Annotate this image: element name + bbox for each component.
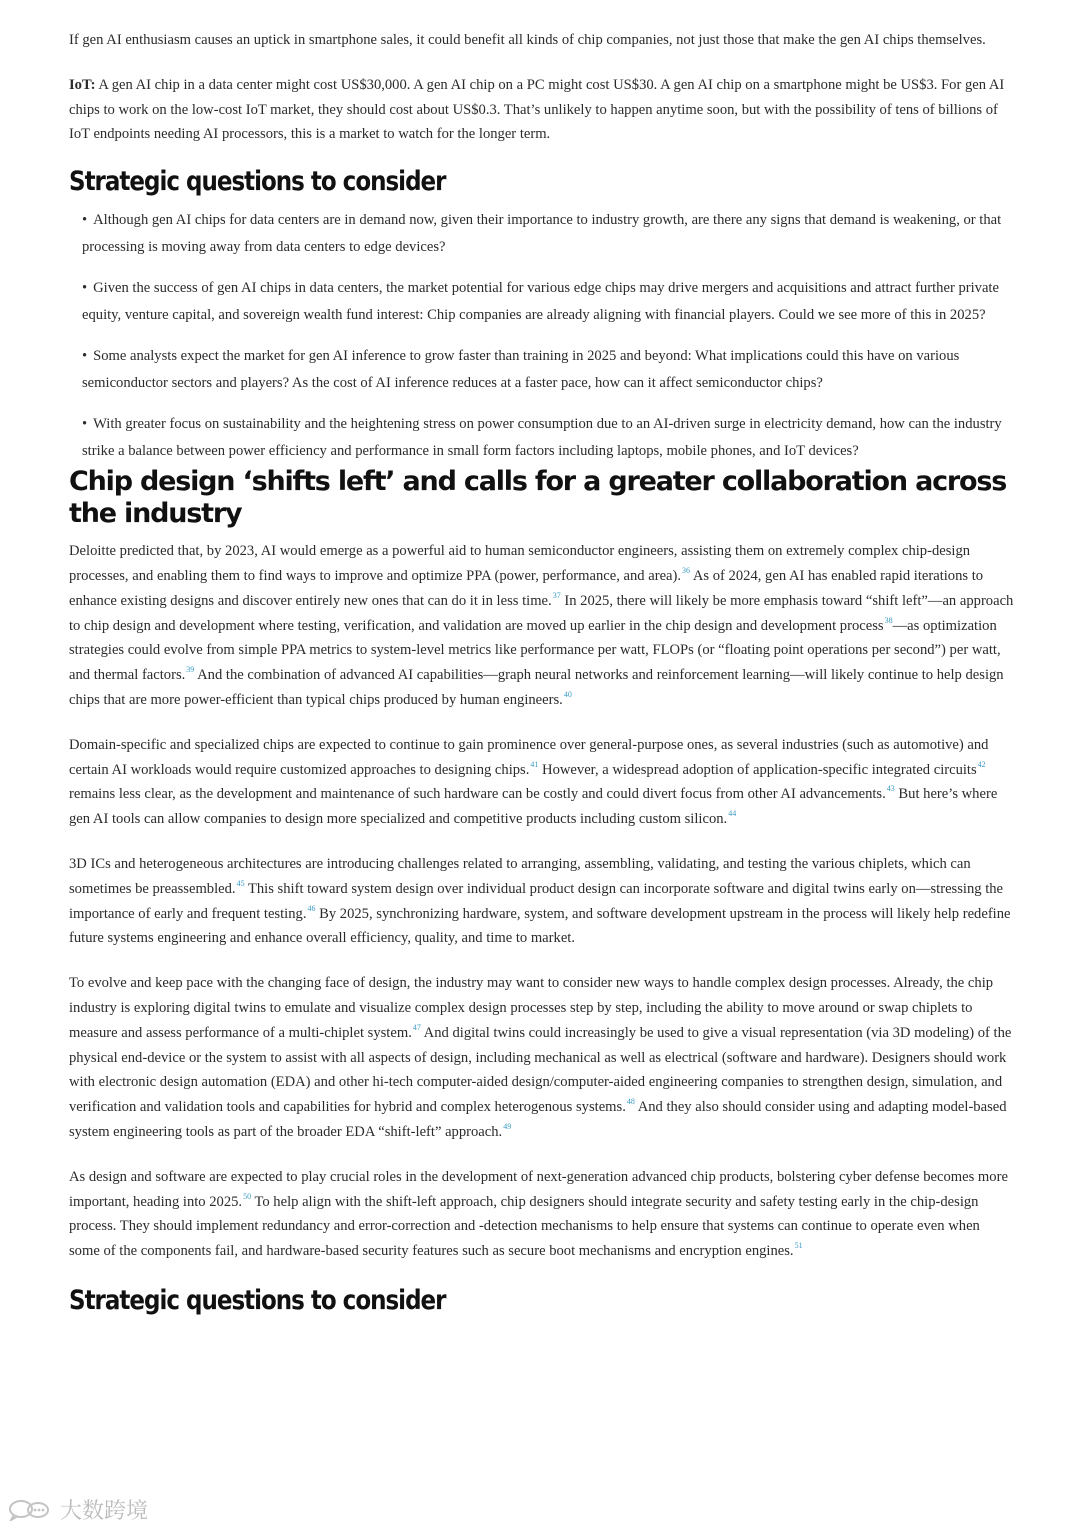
footnote-link[interactable]: 50: [243, 1191, 252, 1201]
section-paragraph-1: Deloitte predicted that, by 2023, AI would emerge as a powerful aid to human semiconductor engineers, assisting them on extremely complex chip-design processes, and enabling them to find ways to improve and optimize PPA (power, performance, and area).$^{36}$ As of 2024, gen AI has enabled rapid iterations to enhance existing designs and discover entirely new ones that can do it in less time.$^{37}$ In 2025, there will likely be more emphasis toward “shift left”—an approach to chip design and development where testing, verification, and validation are moved up earlier in the chip design and development process$^{38}$—as optimization strategies could evolve from simple PPA metrics to system-level metrics like performance per watt, FLOPs (or “floating point operations per second”) per watt, and thermal factors.$^{39}$ And the combination of advanced AI capabilities—graph neural networks and reinforcement learning—will likely continue to help design chips that are more power-efficient than typical chips produced by human engineers.$^{40}$: [69, 543, 1014, 708]
section-title: Chip design ‘shifts left’ and calls for a greater collaboration across the industry: [69, 466, 1007, 530]
footnote-link[interactable]: 45: [236, 878, 245, 888]
list-item: [82, 343, 1014, 396]
list-item-text: With greater focus on sustainability and the heightening stress on power consumption due to an AI-driven surge in electricity demand, how can the industry strike a balance between power efficiency and performance in small form factors including laptops, mobile phones, and IoT devices?: [82, 416, 1002, 459]
iot-label: IoT:: [69, 76, 96, 93]
iot-text: A gen AI chip in a data center might cost US$30,000. A gen AI chip on a PC might cost US$30. A gen AI chip on a smartphone might be US$3. For gen AI chips to work on the low-cost IoT market, they should cost about US$0.3. That’s unlikely to happen anytime soon, but with the possibility of tens of billions of IoT endpoints needing AI processors, this is a market to watch for the longer term.: [69, 76, 1005, 143]
list-item-text: Given the success of gen AI chips in data centers, the market potential for various edge chips may drive mergers and acquisitions and attract further private equity, venture capital, and sovereign wealth fund interest: Chip companies are already aligning with financial players. Could we see more of this in 2025?: [82, 280, 999, 323]
footnote-link[interactable]: 37: [552, 590, 561, 600]
bullet-icon: •: [82, 280, 88, 297]
strategic-questions-heading-2: Strategic questions to consider: [69, 1285, 446, 1316]
list-item: [82, 207, 1014, 260]
footnote-link[interactable]: 47: [412, 1022, 421, 1032]
footnote-link[interactable]: 36: [682, 565, 691, 575]
footnote-link[interactable]: 48: [626, 1097, 635, 1107]
iot-paragraph: [69, 73, 1014, 147]
bullet-icon: •: [82, 348, 88, 365]
strategic-questions-list: [69, 207, 1014, 464]
list-item-text: Some analysts expect the market for gen AI inference to grow faster than training in 2025 and beyond: What implications could this have on various semiconductor sectors and players? As the cost of AI inference reduces at a faster pace, how can it affect semiconductor chips?: [82, 348, 960, 391]
footnote-link[interactable]: 39: [186, 665, 195, 675]
section-paragraph-3: 3D ICs and heterogeneous architectures are introducing challenges related to arranging, assembling, validating, and testing the various chiplets, which can sometimes be preassembled.$^{45}$ This shift toward system design over individual product design can incorporate software and digital twins early on—stressing the importance of early and frequent testing.$^{46}$ By 2025, synchronizing hardware, system, and software development upstream in the process will likely help redefine future systems engineering and enhance overall efficiency, quality, and time to market.: [69, 855, 1011, 947]
bullet-icon: •: [82, 212, 88, 229]
footnote-link[interactable]: 51: [794, 1241, 803, 1251]
bullet-icon: •: [82, 416, 88, 433]
list-item-text: Although gen AI chips for data centers are in demand now, given their importance to industry growth, are there any signs that demand is weakening, or that processing is moving away from data centers to edge devices?: [82, 212, 1002, 255]
footnote-link[interactable]: 44: [728, 809, 737, 819]
section-paragraph-5: As design and software are expected to play crucial roles in the development of next-generation advanced chip products, bolstering cyber defense becomes more important, heading into 2025.50 To help align with the shift-left approach, chip designers should integrate security and safety testing early in the chip-design process. They should implement redundancy and error-correction and -detection mechanisms to help ensure that systems can continue to operate even when some of the components fail, and hardware-based security features such as secure boot mechanisms and encryption engines.$^{51}$: [69, 1168, 1008, 1260]
strategic-questions-heading: Strategic questions to consider: [69, 167, 446, 198]
chat-bubbles-icon: [8, 1499, 54, 1521]
section-paragraph-2: Domain-specific and specialized chips are expected to continue to gain prominence over general-purpose ones, as several industries (such as automotive) and certain AI workloads would require customized approaches to designing chips.$^{41}$ However, a widespread adoption of application-specific integrated circuits$^{42}$ remains less clear, as the development and maintenance of such hardware can be costly and could divert focus from other AI advancements.$^{43}$ But here’s where gen AI tools can allow companies to design more specialized and competitive products including custom silicon.$^{44}$: [69, 736, 998, 828]
footnote-link[interactable]: 49: [503, 1121, 512, 1131]
watermark-text: 大数跨境: [60, 1499, 149, 1524]
footnote-link[interactable]: 42: [977, 759, 986, 769]
document-page: [69, 28, 1014, 1316]
footnote-link[interactable]: 41: [530, 759, 539, 769]
section-paragraph-4: To evolve and keep pace with the changing face of design, the industry may want to consider new ways to handle complex design processes. Already, the chip industry is exploring digital twins to emulate and visualize complex design processes step by step, including the ability to move around or swap chiplets to measure and assess performance of a multi-chiplet system.$^{47}$ And digital twins could increasingly be used to give a visual representation (via 3D modeling) of the physical end-device or the system to assist with all aspects of design, including mechanical as well as electrical (software and hardware). Designers should work with electronic design automation (EDA) and other hi-tech computer-aided design/computer-aided engineering companies to strengthen design, simulation, and verification and validation tools and capabilities for hybrid and complex heterogenous systems.$^{48}$ And they also should consider using and adapting model-based system engineering tools as part of the broader EDA “shift-left” approach.$^{49}$: [69, 975, 1012, 1140]
intro-paragraph: If gen AI enthusiasm causes an uptick in smartphone sales, it could benefit all kinds of chip companies, not just those that make the gen AI chips themselves.: [69, 32, 986, 48]
list-item: [82, 411, 1014, 464]
footnote-link[interactable]: 38: [884, 615, 893, 625]
footnote-link[interactable]: 46: [307, 903, 316, 913]
footnote-link[interactable]: 43: [886, 784, 895, 794]
list-item: [82, 275, 1014, 328]
watermark: [8, 1494, 148, 1525]
footnote-link[interactable]: 40: [563, 689, 572, 699]
